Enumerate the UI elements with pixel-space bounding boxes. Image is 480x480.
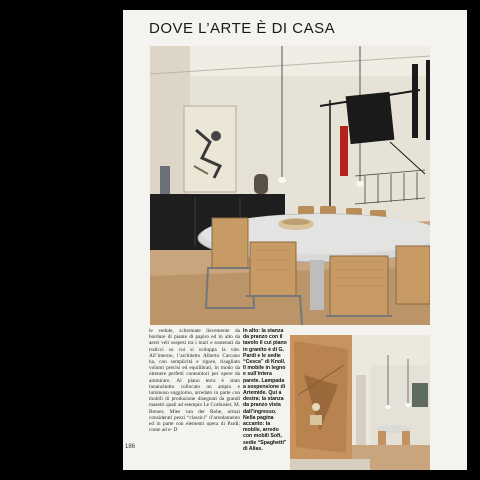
page-number: 186 — [125, 444, 136, 450]
dining-room-entrance-photo — [290, 335, 430, 470]
magazine-page — [123, 10, 467, 470]
article-title: DOVE L’ARTE È DI CASA — [149, 20, 336, 37]
article-body-text: le vedute, schermate lievemente da bordure di piante di papiro ed in alto da aerei veli sospesi tra i muri e sostenuti da traliccí su cui si sviluppa la vite. All’interno, l’architetto Alberto Carcano ha, con semplicità e rigore, risagliato volumi precisi ed equilibrati, in modo da ottenere perfetti contenitori per opere da ammirare. Al piano terra è stato innanzitutto collocato un ampio e luminoso soggiorno, arredato in parte con mobili di produzione disegnati da grandi maestri quali ad esempio Le Corbusier, M. Breuer, Mies van der Rohe, ormai considerati pezzi “classici” d’arredamento ed in parte con elementi opera di Pardi; come ad e- D — [149, 328, 240, 434]
dining-room-photo — [150, 46, 430, 325]
photo-caption: In alto: la stanza da pranzo con il tavolo il cui piano in granito è di G. Pardi e le sedie “Cesca” di Knoll. Il mobile in legno e sull’intera parete. Lampada a sospensione di Artemide. Qui a destra: la stanza da pranzo vista dall’ingresso. Nella pagina accanto: la mobile, arredo con mobili Soft, sedie “Spaghetti” di Alias. — [243, 328, 287, 452]
